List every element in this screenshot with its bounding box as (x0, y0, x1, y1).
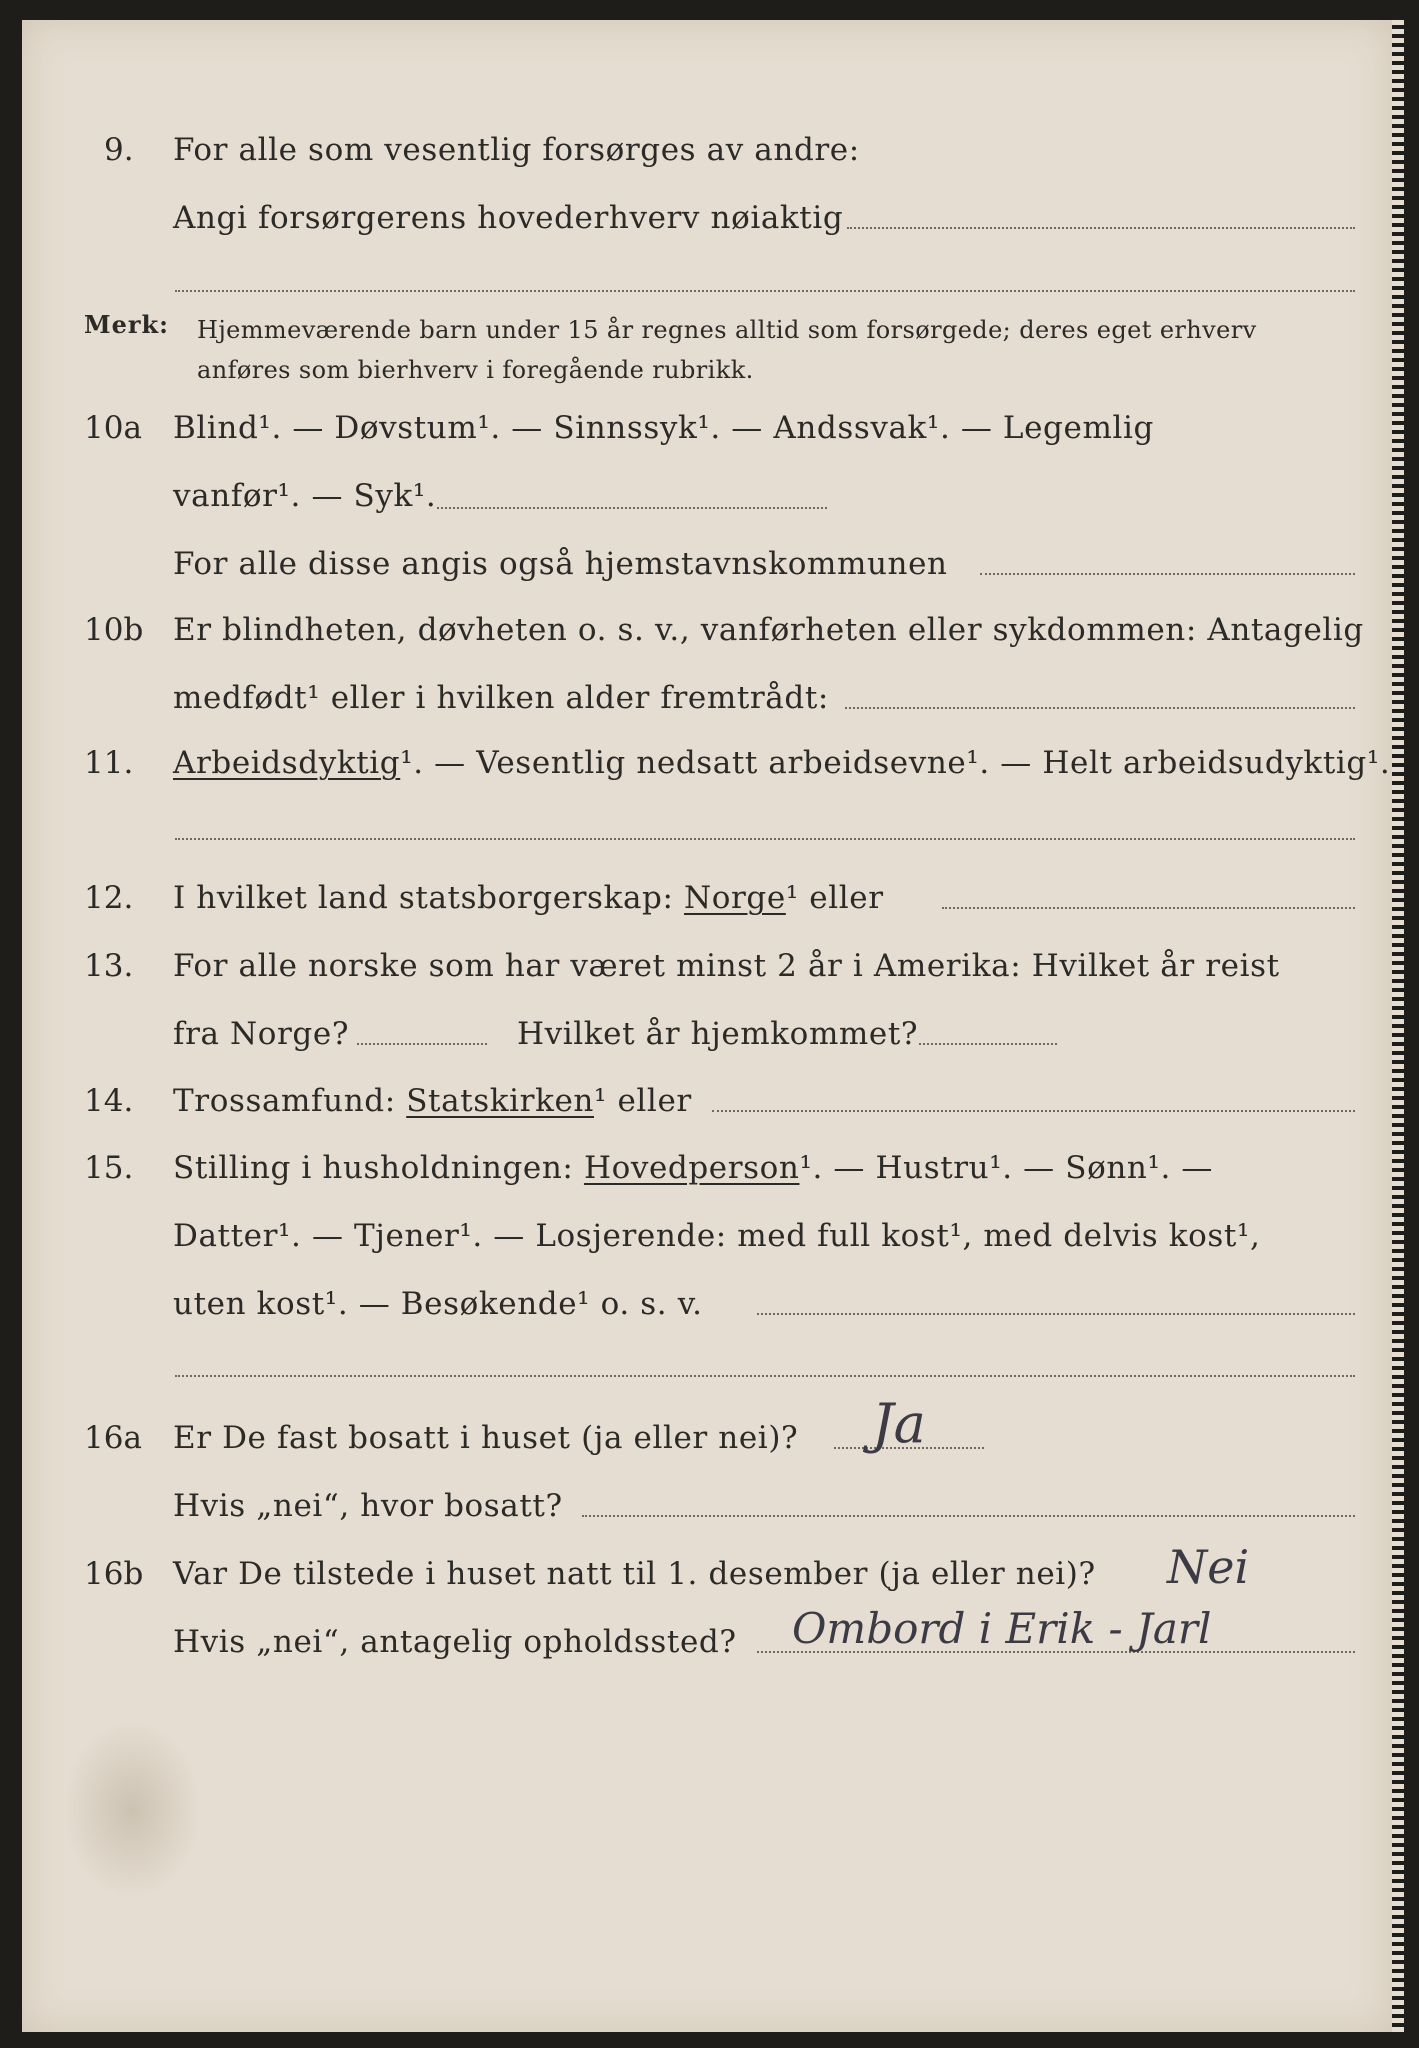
q10a-syk-field[interactable] (437, 507, 827, 509)
merk-note (22, 310, 1392, 396)
q10b-text-line2: medfødt¹ eller i hvilken alder fremtrådt: (173, 680, 829, 716)
q12-question: I hvilket land statsborgerskap: (173, 880, 674, 916)
q10a-text-line1: Blind¹. — Døvstum¹. — Sinnssyk¹. — Andssvak¹. — Legemlig (173, 410, 1154, 446)
q14-number: 14. (84, 1083, 134, 1119)
q15-text-line1 (173, 1150, 1213, 1186)
q15-question: Stilling i husholdningen: (173, 1150, 574, 1186)
q15-answer-field[interactable] (757, 1313, 1355, 1315)
q16a-handwritten-answer: Ja (872, 1392, 926, 1455)
q16b-text-line2: Hvis „nei“, antagelig opholdssted? (173, 1624, 737, 1660)
q16a-text-line2: Hvis „nei“, hvor bosatt? (173, 1488, 563, 1524)
q14-line (22, 1083, 1392, 1127)
q14-question: Trossamfund: (173, 1083, 396, 1119)
q15-number: 15. (84, 1150, 134, 1186)
q16a-line1 (22, 1420, 1392, 1464)
q13-hjemkommet-field[interactable] (919, 1043, 1057, 1045)
q10b-alder-field[interactable] (845, 707, 1355, 709)
q11-text (173, 745, 1390, 781)
q9-answer-field[interactable] (847, 227, 1355, 229)
q9-text-line2: Angi forsørgerens hovederhverv nøiaktig (173, 200, 844, 236)
q10a-line1 (22, 410, 1392, 454)
q12-answer-field[interactable] (942, 907, 1355, 909)
q11-answer-field[interactable] (175, 838, 1355, 840)
q13-number: 13. (84, 948, 134, 984)
q15-line2 (22, 1218, 1392, 1262)
q9-text-line1: For alle som vesentlig forsørges av andre: (173, 132, 860, 168)
q16b-handwritten-opholdssted: Ombord i Erik - Jarl (792, 1604, 1212, 1653)
q16a-text-line1: Er De fast bosatt i huset (ja eller nei)? (173, 1420, 799, 1456)
q16b-number: 16b (84, 1556, 144, 1592)
q10a-number: 10a (84, 410, 142, 446)
q16b-handwritten-answer: Nei (1167, 1540, 1250, 1594)
q11-text-rest: ¹. — Vesentlig nedsatt arbeidsevne¹. — Helt arbeidsudyktig¹. (400, 745, 1391, 781)
q12-eller: ¹ eller (785, 880, 884, 916)
q12-norge-underlined: Norge (684, 880, 786, 916)
q15-hovedperson-underlined: Hovedperson (583, 1150, 800, 1186)
q10b-line2 (22, 680, 1392, 724)
q10a-hjemstavn-field[interactable] (980, 573, 1355, 575)
merk-text-line1: Hjemmeværende barn under 15 år regnes alltid som forsørgede; deres eget erhverv (197, 316, 1257, 344)
q13-hjemkommet-label: Hvilket år hjemkommet? (517, 1016, 919, 1052)
q10b-number: 10b (84, 612, 144, 648)
q11-number: 11. (84, 745, 134, 781)
q16b-text-line1: Var De tilstede i huset natt til 1. desember (ja eller nei)? (173, 1556, 1096, 1592)
census-form-page (22, 20, 1392, 2032)
q15-text-line2: Datter¹. — Tjener¹. — Losjerende: med full kost¹, med delvis kost¹, (173, 1218, 1261, 1254)
q14-statskirken-underlined: Statskirken (406, 1083, 594, 1119)
q16a-line2 (22, 1488, 1392, 1532)
q12-line (22, 880, 1392, 924)
q13-line1 (22, 948, 1392, 992)
q11-arbeidsdyktig-underlined: Arbeidsdyktig (173, 745, 401, 781)
q9-answer-field-2[interactable] (175, 290, 1355, 292)
q15-options: ¹. — Hustru¹. — Sønn¹. — (799, 1150, 1213, 1186)
q16a-number: 16a (84, 1420, 142, 1456)
perforated-edge (1392, 20, 1404, 2032)
q9-line1 (22, 132, 1392, 176)
q15-line1 (22, 1150, 1392, 1194)
q10a-line2 (22, 478, 1392, 522)
q13-line2 (22, 1016, 1392, 1060)
q10b-text-line1: Er blindheten, døvheten o. s. v., vanførheten eller sykdommen: Antagelig (173, 612, 1364, 648)
q15-answer-field-2[interactable] (175, 1375, 1355, 1377)
merk-text-line2: anføres som bierhverv i foregående rubrikk. (197, 356, 754, 384)
q9-line2 (22, 200, 1392, 244)
merk-label: Merk: (84, 310, 169, 339)
q10a-text-line3: For alle disse angis også hjemstavnskommunen (173, 546, 948, 582)
q11-line (22, 745, 1392, 789)
q13-reist-field[interactable] (357, 1043, 487, 1045)
q10a-text-line2: vanfør¹. — Syk¹. (173, 478, 437, 514)
q14-answer-field[interactable] (712, 1110, 1355, 1112)
q12-text (173, 880, 884, 916)
q9-number: 9. (104, 132, 134, 168)
q15-line3 (22, 1286, 1392, 1330)
q14-text (173, 1083, 692, 1119)
q16a-bosatt-field[interactable] (582, 1515, 1355, 1517)
q13-text-line1: For alle norske som har været minst 2 år i Amerika: Hvilket år reist (173, 948, 1280, 984)
q10b-line1 (22, 612, 1392, 656)
q12-number: 12. (84, 880, 134, 916)
q13-reist-label: fra Norge? (173, 1016, 350, 1052)
q10a-line3 (22, 546, 1392, 590)
q14-eller: ¹ eller (593, 1083, 692, 1119)
q15-text-line3: uten kost¹. — Besøkende¹ o. s. v. (173, 1286, 703, 1322)
paper-stain (62, 1720, 202, 1900)
